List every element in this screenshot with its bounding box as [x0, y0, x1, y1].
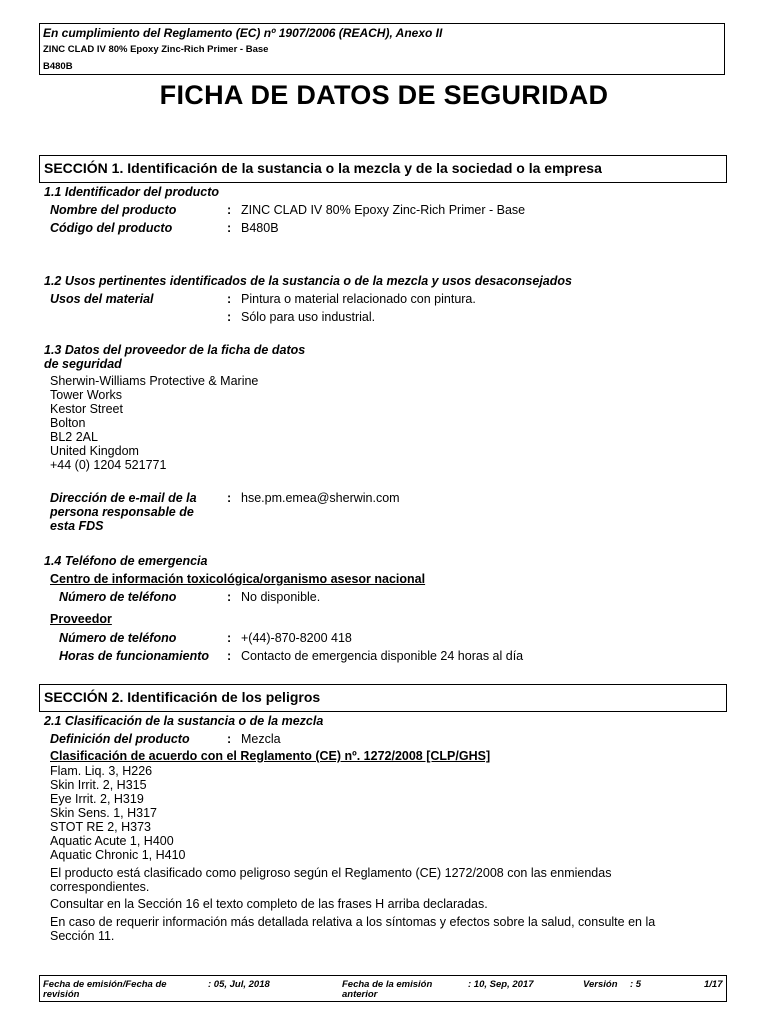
classification-paragraph: El producto está clasificado como peligroso según el Reglamento (CE) 1272/2008 con las enmiendas correspondientes. — [50, 866, 612, 894]
regulation-line: En cumplimiento del Reglamento (EC) nº 1907/2006 (REACH), Anexo II — [43, 26, 443, 40]
material-use-item: Sólo para uso industrial. — [241, 310, 376, 324]
page-number: 1/17 — [704, 979, 723, 990]
colon: : — [227, 732, 232, 746]
product-code-label: Código del producto — [50, 221, 173, 235]
supplier-phone-value: +(44)-870-8200 418 — [241, 631, 352, 645]
product-name-value: ZINC CLAD IV 80% Epoxy Zinc-Rich Primer - Base — [241, 203, 526, 217]
version-value: : 5 — [630, 979, 642, 990]
subsection-1-4-title: 1.4 Teléfono de emergencia — [44, 554, 208, 568]
hazard-classification: Aquatic Acute 1, H400 — [50, 834, 174, 848]
hazard-classification: Skin Sens. 1, H317 — [50, 806, 158, 820]
version-label: Versión — [583, 979, 618, 990]
colon: : — [227, 221, 232, 235]
address-line: Bolton — [50, 416, 86, 430]
colon: : — [227, 649, 232, 663]
poison-center-phone-label: Número de teléfono — [59, 590, 177, 604]
section-1-number: SECCIÓN 1. — [44, 160, 124, 176]
subsection-1-1-title: 1.1 Identificador del producto — [44, 185, 220, 199]
operating-hours-value: Contacto de emergencia disponible 24 horas al día — [241, 649, 524, 663]
colon: : — [227, 203, 232, 217]
section-1-heading — [39, 155, 727, 183]
subsection-1-3-title-cont: de seguridad — [44, 357, 122, 371]
health-effects-paragraph: En caso de requerir información más detallada relativa a los síntomas y efectos sobre la salud, consulte en la Sección 11. — [50, 915, 656, 943]
header-product-name: ZINC CLAD IV 80% Epoxy Zinc-Rich Primer - Base — [43, 44, 269, 55]
product-definition-value: Mezcla — [241, 732, 281, 746]
email-value[interactable]: hse.pm.emea@sherwin.com — [241, 491, 400, 505]
previous-issue-label: Fecha de la emisión — [342, 979, 433, 990]
document-header — [39, 23, 725, 75]
previous-issue-label-cont: anterior — [342, 989, 378, 1000]
section-2-title: Identificación de los peligros — [123, 689, 321, 705]
colon: : — [227, 590, 232, 604]
poison-center-heading: Centro de información toxicológica/organismo asesor nacional — [50, 572, 426, 586]
product-name-label: Nombre del producto — [50, 203, 177, 217]
operating-hours-label: Horas de funcionamiento — [59, 649, 210, 663]
hazard-classification: Skin Irrit. 2, H315 — [50, 778, 147, 792]
address-line: Sherwin-Williams Protective & Marine — [50, 374, 259, 388]
h-phrases-paragraph: Consultar en la Sección 16 el texto completo de las frases H arriba declaradas. — [50, 897, 488, 911]
poison-center-phone-value: No disponible. — [241, 590, 321, 604]
hazard-classification: STOT RE 2, H373 — [50, 820, 151, 834]
hazard-classification: Flam. Liq. 3, H226 — [50, 764, 153, 778]
product-code-value: B480B — [241, 221, 279, 235]
material-uses-label: Usos del material — [50, 292, 154, 306]
address-line: Kestor Street — [50, 402, 123, 416]
classification-heading: Clasificación de acuerdo con el Reglamento (CE) nº. 1272/2008 [CLP/GHS] — [50, 749, 491, 763]
email-label: Dirección de e-mail de la — [50, 491, 197, 505]
address-line: BL2 2AL — [50, 430, 98, 444]
colon: : — [227, 491, 232, 505]
subsection-1-3-title: 1.3 Datos del proveedor de la ficha de datos — [44, 343, 306, 357]
header-product-code: B480B — [43, 61, 73, 72]
section-1-title: Identificación de la sustancia o la mezcla y de la sociedad o la empresa — [123, 160, 602, 176]
issue-date-label: Fecha de emisión/Fecha de — [43, 979, 167, 990]
address-line: United Kingdom — [50, 444, 139, 458]
email-label-cont: esta FDS — [50, 519, 104, 533]
email-label-cont: persona responsable de — [50, 505, 194, 519]
material-use-item: Pintura o material relacionado con pintura. — [241, 292, 476, 306]
section-2-heading — [39, 684, 727, 712]
document-footer — [39, 975, 727, 1002]
page-title: FICHA DE DATOS DE SEGURIDAD — [159, 80, 609, 110]
product-definition-label: Definición del producto — [50, 732, 190, 746]
hazard-classification: Eye Irrit. 2, H319 — [50, 792, 144, 806]
section-2-number: SECCIÓN 2. — [44, 689, 124, 705]
previous-issue-value: : 10, Sep, 2017 — [468, 979, 534, 990]
colon: : — [227, 292, 232, 306]
issue-date-label-cont: revisión — [43, 989, 80, 1000]
issue-date-value: : 05, Jul, 2018 — [208, 979, 270, 990]
address-phone: +44 (0) 1204 521771 — [50, 458, 167, 472]
colon: : — [227, 631, 232, 645]
hazard-classification: Aquatic Chronic 1, H410 — [50, 848, 186, 862]
colon: : — [227, 310, 232, 324]
address-line: Tower Works — [50, 388, 123, 402]
subsection-1-2-title: 1.2 Usos pertinentes identificados de la sustancia o de la mezcla y usos desaconsejados — [44, 274, 572, 288]
subsection-2-1-title: 2.1 Clasificación de la sustancia o de la mezcla — [44, 714, 324, 728]
supplier-phone-label: Número de teléfono — [59, 631, 177, 645]
supplier-heading: Proveedor — [50, 612, 112, 626]
